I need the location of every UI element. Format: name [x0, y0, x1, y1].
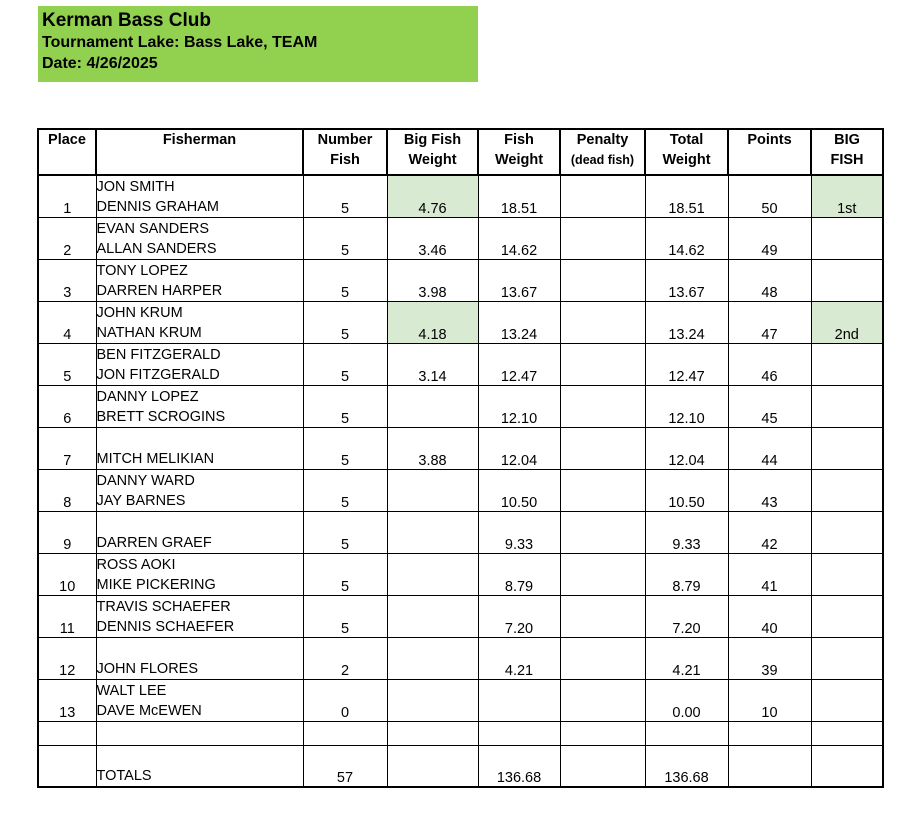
fish-weight-cell: 13.67 — [478, 259, 560, 301]
points-cell: 39 — [728, 637, 811, 679]
fisherman-cell — [96, 385, 303, 427]
fisherman-name-1: TRAVIS SCHAEFER — [96, 598, 231, 615]
big-fish-cell: 1st — [811, 175, 883, 217]
place-cell: 7 — [38, 427, 96, 469]
big-fish-cell — [811, 259, 883, 301]
place-cell: 2 — [38, 217, 96, 259]
fisherman-cell — [96, 469, 303, 511]
fisherman-cell — [96, 637, 303, 679]
points-cell: 43 — [728, 469, 811, 511]
col-total-weight: Total Weight — [645, 129, 728, 175]
total-weight-cell: 10.50 — [645, 469, 728, 511]
col-place: Place — [38, 129, 96, 175]
col-big-fish: BIG FISH — [811, 129, 883, 175]
number-fish-cell: 5 — [303, 385, 387, 427]
table-row — [38, 427, 883, 469]
points-cell: 47 — [728, 301, 811, 343]
fish-weight-cell: 12.47 — [478, 343, 560, 385]
penalty-cell — [560, 259, 645, 301]
fisherman-name-2: ALLAN SANDERS — [96, 240, 217, 257]
points-cell: 49 — [728, 217, 811, 259]
penalty-cell — [560, 427, 645, 469]
place-cell: 1 — [38, 175, 96, 217]
fisherman-name-2: DARREN HARPER — [96, 282, 223, 299]
table-row — [38, 469, 883, 511]
total-weight-cell: 8.79 — [645, 553, 728, 595]
table-row — [38, 175, 883, 217]
total-weight-cell: 12.10 — [645, 385, 728, 427]
col-big-fish-weight: Big Fish Weight — [387, 129, 478, 175]
totals-number-fish: 57 — [303, 745, 387, 787]
big-fish-cell — [811, 343, 883, 385]
points-cell: 41 — [728, 553, 811, 595]
results-table — [37, 128, 884, 788]
fisherman-cell — [96, 679, 303, 721]
big-fish-cell — [811, 595, 883, 637]
totals-row — [38, 745, 883, 787]
tournament-date: Date: 4/26/2025 — [42, 55, 158, 72]
fisherman-cell — [96, 343, 303, 385]
big-fish-weight-cell — [387, 679, 478, 721]
fisherman-cell — [96, 259, 303, 301]
fisherman-name-2: NATHAN KRUM — [96, 324, 202, 341]
blank-row — [38, 721, 883, 745]
total-weight-cell: 12.47 — [645, 343, 728, 385]
fisherman-name-1 — [97, 513, 303, 533]
table-row — [38, 217, 883, 259]
penalty-cell — [560, 175, 645, 217]
col-fisherman: Fisherman — [96, 129, 303, 175]
col-fish-weight: Fish Weight — [478, 129, 560, 175]
fish-weight-cell: 4.21 — [478, 637, 560, 679]
number-fish-cell: 5 — [303, 217, 387, 259]
totals-total-weight: 136.68 — [645, 745, 728, 787]
fish-weight-cell: 18.51 — [478, 175, 560, 217]
big-fish-weight-cell — [387, 385, 478, 427]
points-cell: 46 — [728, 343, 811, 385]
fish-weight-cell — [478, 679, 560, 721]
total-weight-cell: 18.51 — [645, 175, 728, 217]
fisherman-name-2: DARREN GRAEF — [96, 534, 212, 551]
club-header — [38, 6, 478, 82]
total-weight-cell: 13.24 — [645, 301, 728, 343]
place-cell: 13 — [38, 679, 96, 721]
number-fish-cell: 5 — [303, 343, 387, 385]
number-fish-cell: 5 — [303, 469, 387, 511]
table-row — [38, 385, 883, 427]
points-cell: 45 — [728, 385, 811, 427]
place-cell: 9 — [38, 511, 96, 553]
table-row — [38, 595, 883, 637]
number-fish-cell: 5 — [303, 427, 387, 469]
fisherman-name-1: DANNY LOPEZ — [96, 388, 199, 405]
fish-weight-cell: 8.79 — [478, 553, 560, 595]
fisherman-name-2: BRETT SCROGINS — [96, 408, 226, 425]
total-weight-cell: 12.04 — [645, 427, 728, 469]
place-cell: 4 — [38, 301, 96, 343]
fisherman-cell — [96, 217, 303, 259]
big-fish-weight-cell — [387, 637, 478, 679]
table-row — [38, 511, 883, 553]
place-cell: 12 — [38, 637, 96, 679]
number-fish-cell: 5 — [303, 553, 387, 595]
fish-weight-cell: 10.50 — [478, 469, 560, 511]
big-fish-cell — [811, 427, 883, 469]
big-fish-weight-cell — [387, 511, 478, 553]
place-cell: 8 — [38, 469, 96, 511]
place-cell: 6 — [38, 385, 96, 427]
penalty-cell — [560, 343, 645, 385]
totals-label: TOTALS — [96, 745, 303, 787]
col-number-fish: Number Fish — [303, 129, 387, 175]
big-fish-cell — [811, 511, 883, 553]
big-fish-weight-cell: 4.18 — [387, 301, 478, 343]
big-fish-weight-cell — [387, 553, 478, 595]
fisherman-cell — [96, 595, 303, 637]
big-fish-weight-cell: 3.46 — [387, 217, 478, 259]
place-cell: 10 — [38, 553, 96, 595]
penalty-cell — [560, 385, 645, 427]
number-fish-cell: 5 — [303, 175, 387, 217]
col-penalty: Penalty (dead fish) — [560, 129, 645, 175]
points-cell: 50 — [728, 175, 811, 217]
fisherman-cell — [96, 553, 303, 595]
total-weight-cell: 4.21 — [645, 637, 728, 679]
points-cell: 44 — [728, 427, 811, 469]
fisherman-name-2: JOHN FLORES — [96, 660, 199, 677]
big-fish-weight-cell: 3.14 — [387, 343, 478, 385]
total-weight-cell: 14.62 — [645, 217, 728, 259]
fisherman-name-2: JAY BARNES — [96, 492, 186, 509]
fisherman-name-1: JOHN KRUM — [96, 304, 183, 321]
points-cell: 42 — [728, 511, 811, 553]
points-cell: 40 — [728, 595, 811, 637]
fisherman-name-2: DENNIS GRAHAM — [96, 198, 219, 215]
fisherman-name-1: ROSS AOKI — [96, 556, 176, 573]
header-row — [38, 129, 883, 175]
big-fish-cell — [811, 217, 883, 259]
fisherman-name-2: JON FITZGERALD — [96, 366, 220, 383]
fish-weight-cell: 7.20 — [478, 595, 560, 637]
fisherman-name-2: DENNIS SCHAEFER — [96, 618, 235, 635]
place-cell: 11 — [38, 595, 96, 637]
total-weight-cell: 7.20 — [645, 595, 728, 637]
place-cell: 3 — [38, 259, 96, 301]
penalty-cell — [560, 679, 645, 721]
fisherman-cell — [96, 175, 303, 217]
big-fish-cell — [811, 637, 883, 679]
fisherman-name-1: DANNY WARD — [96, 472, 195, 489]
tournament-lake: Tournament Lake: Bass Lake, TEAM — [42, 34, 318, 51]
number-fish-cell: 5 — [303, 595, 387, 637]
total-weight-cell: 0.00 — [645, 679, 728, 721]
big-fish-weight-cell — [387, 469, 478, 511]
big-fish-weight-cell: 3.98 — [387, 259, 478, 301]
penalty-cell — [560, 469, 645, 511]
fish-weight-cell: 12.04 — [478, 427, 560, 469]
number-fish-cell: 5 — [303, 301, 387, 343]
fisherman-cell — [96, 301, 303, 343]
fisherman-name-2: DAVE McEWEN — [96, 702, 202, 719]
fisherman-name-1: BEN FITZGERALD — [96, 346, 221, 363]
table-row — [38, 553, 883, 595]
table-row — [38, 637, 883, 679]
big-fish-cell — [811, 679, 883, 721]
total-weight-cell: 9.33 — [645, 511, 728, 553]
totals-fish-weight: 136.68 — [478, 745, 560, 787]
penalty-cell — [560, 553, 645, 595]
club-name: Kerman Bass Club — [42, 10, 211, 31]
number-fish-cell: 5 — [303, 259, 387, 301]
fisherman-name-2: MITCH MELIKIAN — [96, 450, 215, 467]
fisherman-name-1 — [97, 429, 303, 449]
table-row — [38, 343, 883, 385]
big-fish-cell: 2nd — [811, 301, 883, 343]
fisherman-cell — [96, 427, 303, 469]
penalty-cell — [560, 637, 645, 679]
fisherman-name-1: EVAN SANDERS — [96, 220, 210, 237]
total-weight-cell: 13.67 — [645, 259, 728, 301]
fish-weight-cell: 14.62 — [478, 217, 560, 259]
big-fish-weight-cell: 4.76 — [387, 175, 478, 217]
penalty-cell — [560, 595, 645, 637]
big-fish-cell — [811, 553, 883, 595]
place-cell: 5 — [38, 343, 96, 385]
big-fish-cell — [811, 385, 883, 427]
col-points: Points — [728, 129, 811, 175]
fish-weight-cell: 9.33 — [478, 511, 560, 553]
number-fish-cell: 5 — [303, 511, 387, 553]
penalty-cell — [560, 511, 645, 553]
fisherman-name-1 — [97, 639, 303, 659]
fisherman-name-1: TONY LOPEZ — [96, 262, 188, 279]
big-fish-weight-cell: 3.88 — [387, 427, 478, 469]
number-fish-cell: 2 — [303, 637, 387, 679]
penalty-cell — [560, 217, 645, 259]
penalty-cell — [560, 301, 645, 343]
fisherman-cell — [96, 511, 303, 553]
fisherman-name-2: MIKE PICKERING — [96, 576, 216, 593]
fish-weight-cell: 12.10 — [478, 385, 560, 427]
table-row — [38, 679, 883, 721]
fish-weight-cell: 13.24 — [478, 301, 560, 343]
fisherman-name-1: JON SMITH — [96, 178, 175, 195]
table-row — [38, 259, 883, 301]
table-row — [38, 301, 883, 343]
points-cell: 10 — [728, 679, 811, 721]
big-fish-cell — [811, 469, 883, 511]
number-fish-cell: 0 — [303, 679, 387, 721]
points-cell: 48 — [728, 259, 811, 301]
big-fish-weight-cell — [387, 595, 478, 637]
fisherman-name-1: WALT LEE — [96, 682, 167, 699]
